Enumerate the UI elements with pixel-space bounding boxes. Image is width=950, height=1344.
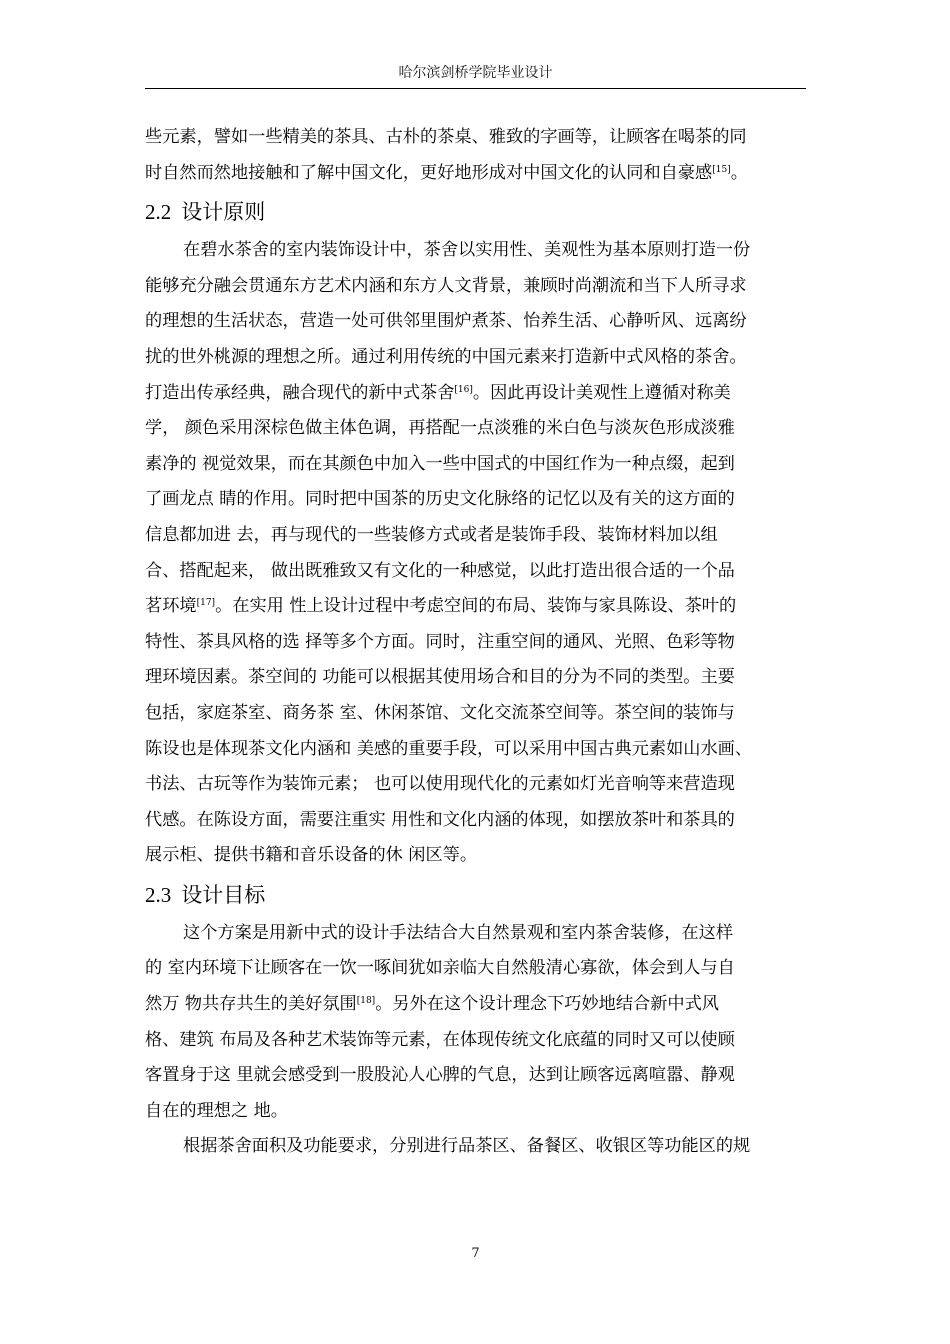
text-line: [145, 987, 810, 1023]
text-span: 时自然而然地接触和了解中国文化，更好地形成对中国文化的认同和自豪感: [145, 162, 713, 183]
text-line: 格、建筑 布局及各种艺术装饰等元素，在体现传统文化底蕴的同时又可以使顾: [145, 1029, 735, 1050]
text-line: 能够充分融会贯通东方艺术内涵和东方人文背景，兼顾时尚潮流和当下人所寻求: [145, 275, 747, 296]
intro-paragraph: [145, 120, 810, 191]
citation-ref: [18]: [356, 996, 376, 1007]
page-number: 7: [471, 1246, 480, 1261]
text-line: 特性、茶具风格的选 择等多个方面。同时，注重空间的通风、光照、色彩等物: [145, 631, 735, 652]
text-line: 客置身于这 里就会感受到一股股沁人心脾的气息，达到让顾客远离喧嚣、静观: [145, 1065, 735, 1086]
text-line: 了画龙点 睛的作用。同时把中国茶的历史文化脉络的记忆以及有关的这方面的: [145, 489, 735, 510]
text-span: 。因此再设计美观性上遵循对称美: [472, 382, 731, 403]
text-line: [145, 376, 810, 412]
text-line: 理环境因素。茶空间的 功能可以根据其使用场合和目的分为不同的类型。主要: [145, 667, 735, 688]
section-title: 设计目标: [181, 882, 266, 907]
text-span: 。在实用 性上设计过程中考虑空间的布局、装饰与家具陈设、茶叶的: [215, 596, 737, 617]
text-line: [145, 156, 810, 192]
text-line: 合、搭配起来， 做出既雅致又有文化的一种感觉，以此打造出很合适的一个品: [145, 560, 735, 581]
text-line: 陈设也是体现茶文化内涵和 美感的重要手段，可以采用中国古典元素如山水画、: [145, 738, 753, 759]
text-line: [145, 233, 810, 269]
text-span: 在碧水茶舍的室内装饰设计中，茶舍以实用性、美观性为基本原则打造一份: [183, 240, 751, 261]
text-line: 的 室内环境下让顾客在一饮一啄间犹如亲临大自然般清心寡欲，体会到人与自: [145, 958, 735, 979]
paragraph-functional-zones: [145, 1129, 810, 1165]
section-number: 2.3: [145, 882, 172, 907]
text-span: 。: [730, 162, 748, 183]
text-span: 打造出传承经典，融合现代的新中式茶舍: [145, 382, 455, 403]
text-line: 的理想的生活状态，营造一处可供邻里围炉煮茶、怡养生活、心静听风、远离纷: [145, 311, 747, 332]
citation-ref: [15]: [712, 164, 731, 175]
citation-ref: [17]: [196, 598, 216, 609]
text-span: 这个方案是用新中式的设计手法结合大自然景观和室内茶舍装修，在这样: [183, 922, 734, 943]
text-line: 素净的 视觉效果，而在其颜色中加入一些中国式的中国红作为一种点缀，起到: [145, 453, 735, 474]
text-line: 自在的理想之 地。: [145, 1100, 288, 1121]
text-line: [145, 1129, 810, 1165]
page-body: [145, 120, 810, 1165]
text-span: 茗环境: [145, 596, 197, 617]
text-span: 根据茶舍面积及功能要求，分别进行品茶区、备餐区、收银区等功能区的规: [183, 1136, 751, 1157]
running-header: 哈尔滨剑桥学院毕业设计: [398, 65, 553, 81]
section-heading-2-3: [145, 874, 810, 916]
citation-ref: [16]: [454, 384, 473, 395]
text-line: 展示柜、提供书籍和音乐设备的休 闲区等。: [145, 845, 478, 866]
text-line: 信息都加进 去，再与现代的一些装修方式或者是装饰手段、装饰材料加以组: [145, 524, 718, 545]
text-span: 然万 物共存共生的美好氛围: [145, 994, 357, 1015]
section-heading-2-2: [145, 191, 810, 233]
text-span: 。另外在这个设计理念下巧妙地结合新中式风: [375, 994, 719, 1015]
paragraph-design-principles: [145, 233, 810, 874]
text-line: 书法、古玩等作为装饰元素； 也可以使用现代化的元素如灯光音响等来营造现: [145, 774, 735, 795]
text-line: [145, 589, 810, 625]
text-line: 些元素，譬如一些精美的茶具、古朴的茶桌、雅致的字画等，让顾客在喝茶的同: [145, 127, 747, 147]
section-title: 设计原则: [181, 200, 266, 225]
text-line: 包括，家庭茶室、商务茶 室、休闲茶馆、文化交流茶空间等。茶空间的装饰与: [145, 702, 735, 723]
text-line: 学， 颜色采用深棕色做主体色调，再搭配一点淡雅的米白色与淡灰色形成淡雅: [145, 418, 735, 439]
text-line: [145, 916, 810, 952]
paragraph-design-goals: [145, 916, 810, 1130]
section-number: 2.2: [145, 200, 172, 225]
text-line: 代感。在陈设方面，需要注重实 用性和文化内涵的体现，如摆放茶叶和茶具的: [145, 809, 735, 830]
header-rule: [145, 88, 806, 89]
text-line: 扰的世外桃源的理想之所。通过利用传统的中国元素来打造新中式风格的茶舍。: [145, 346, 747, 367]
